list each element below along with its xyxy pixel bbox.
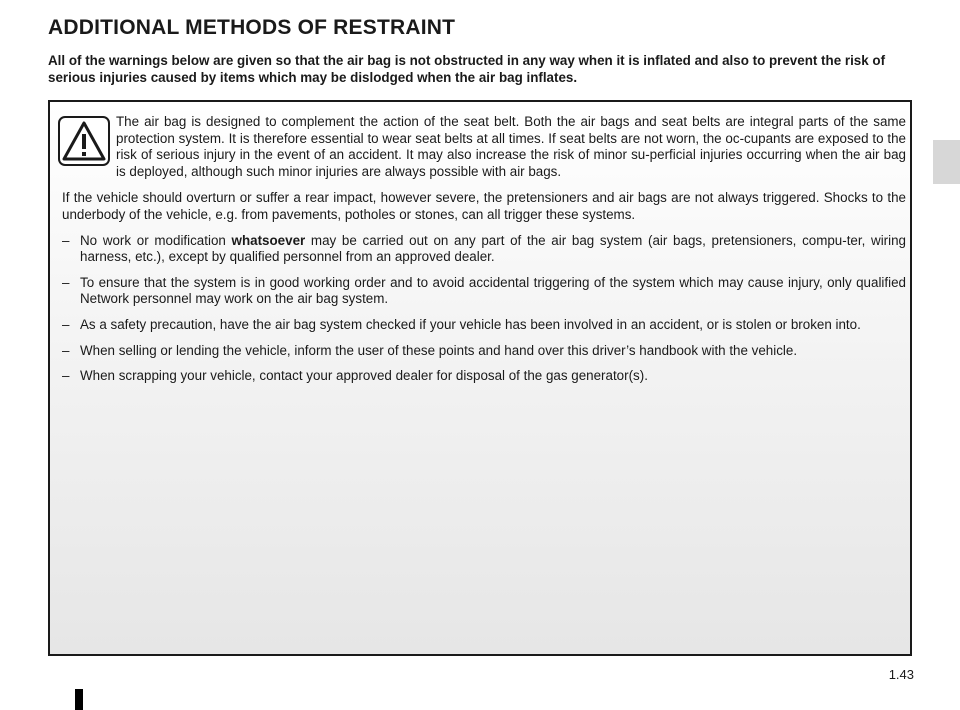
warning-paragraph: If the vehicle should overturn or suffer a rear impact, however severe, the pretensioners and air bags are not always triggered. Shocks to the underbody of the vehicle, e.g. from pavements, potholes or stones, can all trigger these systems. <box>62 190 906 222</box>
dash-marker: – <box>62 368 70 384</box>
item-text: may be carried out on any part of the air bag system (air bags, pretensioners, compu-ter, wiring harness, etc.), except by qualified personnel from an approved dealer. <box>80 232 906 265</box>
list-item <box>62 343 906 360</box>
warning-box <box>48 100 912 656</box>
warning-lead-text: The air bag is designed to complement the action of the seat belt. Both the air bags and seat belts are integral parts of the same protection system. It is therefore essential to wear seat belts at all times. If seat belts are not worn, the oc-cupants are exposed to the risk of serious injury in the event of an accident. It may also increase the risk of minor su-perficial injuries occurring when the air bag is deployed, although such minor injuries are always possible with air bags. <box>116 114 906 179</box>
item-text: As a safety precaution, have the air bag system checked if your vehicle has been involved in an accident, or is stolen or broken into. <box>80 316 861 332</box>
list-item <box>62 368 906 385</box>
dash-marker: – <box>62 232 70 248</box>
item-text: When selling or lending the vehicle, inform the user of these points and hand over this driver’s handbook with the vehicle. <box>80 342 798 358</box>
list-item <box>62 233 906 266</box>
section-tab <box>933 140 960 184</box>
warning-triangle-icon <box>58 116 110 166</box>
dash-marker: – <box>62 316 70 332</box>
dash-marker: – <box>62 274 70 290</box>
dash-marker: – <box>62 342 70 358</box>
item-text: When scrapping your vehicle, contact your approved dealer for disposal of the gas generator(s). <box>80 368 648 384</box>
intro-text: All of the warnings below are given so that the air bag is not obstructed in any way when it is inflated and also to prevent the risk of serious injuries caused by items which may be dislodged when the air bag inflates. <box>48 53 886 85</box>
item-text: No work or modification <box>80 232 232 248</box>
item-text: To ensure that the system is in good working order and to avoid accidental triggering of the system which may cause injury, only qualified Network personnel may work on the air bag system. <box>80 274 906 307</box>
list-item <box>62 275 906 308</box>
warning-list <box>62 233 906 385</box>
item-bold-text: whatsoever <box>231 232 306 248</box>
list-item <box>62 317 906 334</box>
corner-marker <box>75 689 83 710</box>
page-number: 1.43 <box>888 667 914 682</box>
page-title: ADDITIONAL METHODS OF RESTRAINT <box>48 16 456 39</box>
